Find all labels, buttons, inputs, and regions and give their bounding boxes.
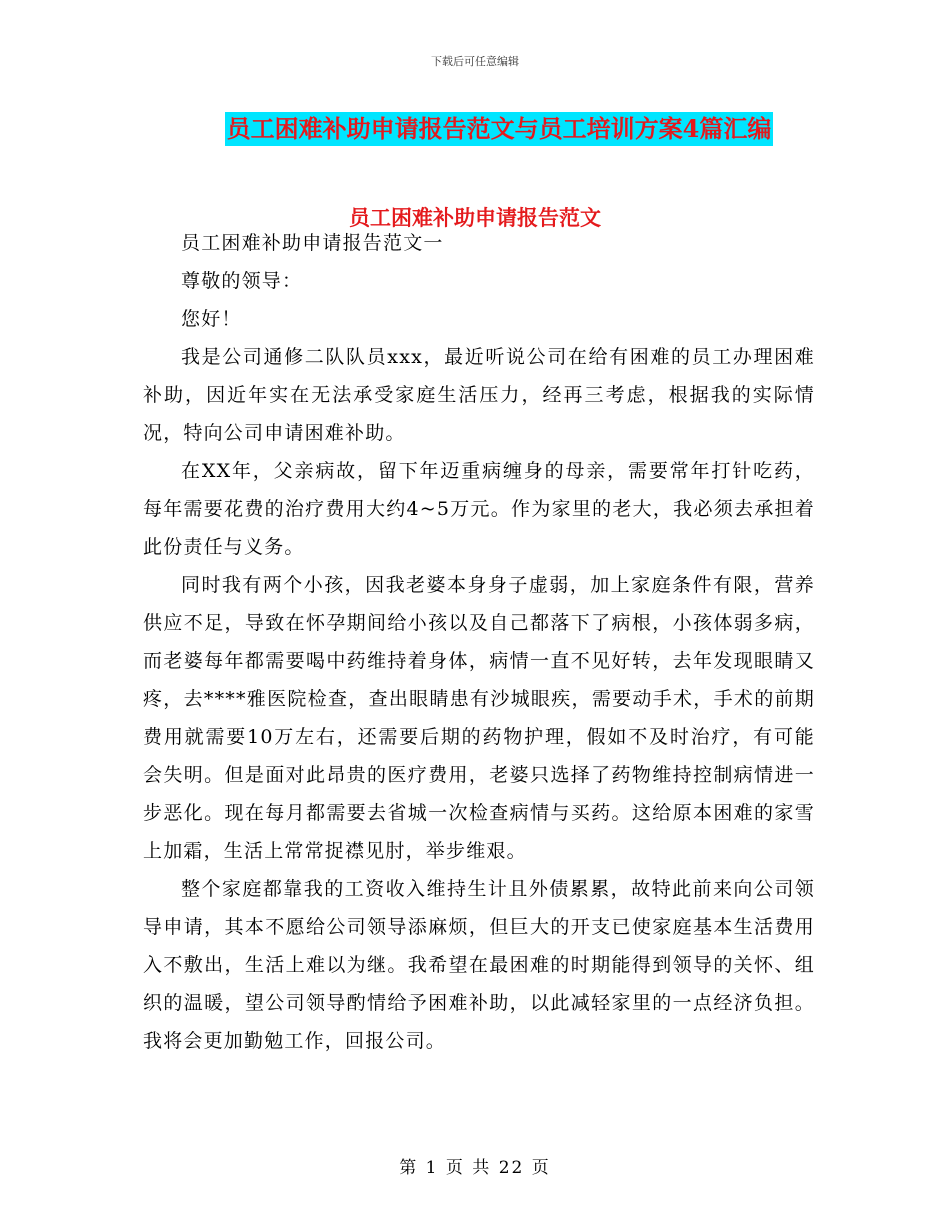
paragraph-request: 整个家庭都靠我的工资收入维持生计且外债累累，故特此前来向公司领导申请，其本不愿给公司领导添麻烦，但巨大的开支已使家庭基本生活费用入不敷出，生活上难以为继。我希望在最困难的时期能得到领导的关怀、组织的温暖，望公司领导酌情给予困难补助，以此减轻家里的一点经济负担。我将会更加勤勉工作，回报公司。 — [143, 878, 815, 1052]
main-title-container — [0, 112, 950, 146]
paragraph-father: 在XX年，父亲病故，留下年迈重病缠身的母亲，需要常年打针吃药，每年需要花费的治疗费用大约4~5万元。作为家里的老大，我必须去承担着此份责任与义务。 — [143, 460, 815, 558]
paragraph-salutation: 尊敬的领导： — [181, 270, 303, 292]
paragraph-intro: 我是公司通修二队队员xxx，最近听说公司在给有困难的员工办理困难补助，因近年实在无法承受家庭生活压力，经再三考虑，根据我的实际情况，特向公司申请困难补助。 — [143, 346, 815, 444]
sub-title: 员工困难补助申请报告范文 — [349, 205, 601, 230]
paragraph-family: 同时我有两个小孩，因我老婆本身身子虚弱，加上家庭条件有限，营养供应不足，导致在怀孕期间给小孩以及自己都落下了病根，小孩体弱多病，而老婆每年都需要喝中药维持着身体，病情一直不见好转，去年发现眼睛又疼，去****雅医院检查，查出眼睛患有沙城眼疾，需要动手术，手术的前期费用就需要10万左右，还需要后期的药物护理，假如不及时治疗，有可能会失明。但是面对此昂贵的医疗费用，老婆只选择了药物维持控制病情进一步恶化。现在每月都需要去省城一次检查病情与买药。这给原本困难的家雪上加霜，生活上常常捉襟见肘，举步维艰。 — [143, 574, 815, 862]
paragraph-heading: 员工困难补助申请报告范文一 — [181, 232, 444, 254]
main-title: 员工困难补助申请报告范文与员工培训方案4篇汇编 — [225, 112, 774, 146]
paragraph-greeting: 您好！ — [181, 308, 242, 330]
body-paragraphs — [143, 224, 815, 1060]
header-note: 下载后可任意编辑 — [431, 55, 519, 68]
page-footer: 第 1 页 共 22 页 — [399, 1158, 551, 1178]
